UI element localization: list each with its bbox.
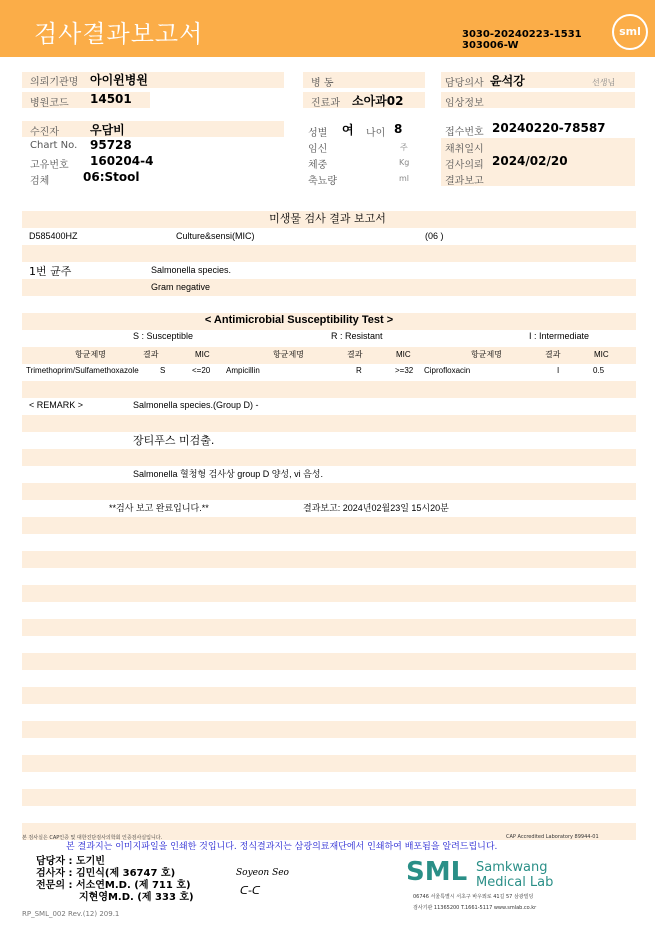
row-stripe bbox=[22, 755, 636, 772]
col-drug: 항균제명 bbox=[471, 350, 502, 359]
remark-label: < REMARK > bbox=[29, 400, 84, 410]
form-number: RP_SML_002 Rev.(12) 209.1 bbox=[22, 910, 120, 918]
col-drug: 항균제명 bbox=[273, 350, 304, 359]
isolate-label: 1번 균주 bbox=[29, 265, 72, 278]
sex-value: 여 bbox=[342, 123, 354, 137]
legend-s: S : Susceptible bbox=[133, 331, 194, 341]
tester: 검사자 : 김민식(제 36747 호) bbox=[36, 868, 176, 879]
code-2: 303006-W bbox=[462, 40, 519, 51]
lab-name-2: Medical Lab bbox=[476, 875, 554, 890]
dept-label: 진료과 bbox=[311, 98, 340, 109]
inst-value: 아이윈병원 bbox=[90, 73, 148, 87]
drug-name: Trimethoprim/Sulfamethoxazole bbox=[26, 366, 139, 375]
staff-block bbox=[36, 856, 194, 904]
chart-value: 95728 bbox=[90, 138, 132, 152]
gram-stain: Gram negative bbox=[151, 282, 211, 292]
doctor-value: 윤석강 bbox=[490, 74, 525, 88]
row-stripe bbox=[22, 721, 636, 738]
specialist-2: 지현영M.D. (제 333 호) bbox=[79, 892, 194, 903]
urine-unit: ml bbox=[399, 174, 410, 183]
ward-label: 병 동 bbox=[311, 78, 334, 89]
report-code bbox=[462, 29, 582, 51]
signature-2: ᑕ-ᑕ bbox=[240, 884, 261, 897]
col-mic: MIC bbox=[594, 350, 609, 359]
col-result: 결과 bbox=[545, 350, 561, 359]
remark-line: 장티푸스 미검출. bbox=[133, 434, 215, 447]
row-stripe bbox=[22, 245, 636, 262]
col-result: 결과 bbox=[347, 350, 363, 359]
report-time: 결과보고: 2024년02월23일 15시20분 bbox=[303, 503, 449, 513]
notice: 본 결과지는 이미지파일을 인쇄한 것입니다. 정식결과지는 삼광의료재단에서 인쇄하여 배포됨을 알려드립니다. bbox=[66, 842, 498, 852]
signature: Soyeon Seo bbox=[236, 868, 289, 878]
patient-label: 수진자 bbox=[30, 127, 59, 138]
drug-result: R bbox=[356, 366, 362, 375]
age-value: 8 bbox=[394, 122, 403, 136]
drug-name: Ampicillin bbox=[226, 366, 260, 375]
specialist-1: 서소연M.D. (제 711 호) bbox=[75, 880, 191, 891]
preg-label: 임신 bbox=[308, 144, 328, 155]
weight-unit: Kg bbox=[399, 158, 410, 167]
receipt-label: 접수번호 bbox=[445, 127, 484, 138]
drug-result: I bbox=[557, 366, 560, 375]
chart-label: Chart No. bbox=[30, 140, 78, 151]
row-stripe bbox=[22, 483, 636, 500]
code-label: 병원코드 bbox=[30, 98, 69, 109]
lab-name bbox=[476, 860, 553, 890]
test-code: D585400HZ bbox=[29, 231, 78, 241]
ast-title: < Antimicrobial Susceptibility Test > bbox=[204, 314, 394, 326]
report-label: 결과보고 bbox=[445, 176, 484, 187]
inst-label: 의뢰기관명 bbox=[30, 77, 79, 88]
complete-message: **검사 보고 완료입니다.** bbox=[109, 503, 209, 513]
remark-line: Salmonella 혈청형 검사상 group D 양성, vi 음성. bbox=[133, 469, 323, 479]
drug-mic: <=20 bbox=[192, 366, 211, 375]
row-stripe bbox=[22, 789, 636, 806]
address: 06746 서울특별시 서초구 바우뫼로 41길 57 삼광빌딩 bbox=[413, 894, 534, 900]
remark-line: Salmonella species.(Group D) - bbox=[133, 400, 259, 410]
weight-label: 체중 bbox=[308, 160, 328, 171]
section-title: 미생물 검사 결과 보고서 bbox=[269, 212, 386, 225]
code-1: 3030-20240223-1531 bbox=[462, 29, 582, 40]
report-header bbox=[0, 0, 655, 57]
report-title: 검사결과보고서 bbox=[34, 20, 204, 48]
doctor-label: 담당의사 bbox=[445, 78, 484, 89]
dept-value: 소아과02 bbox=[352, 94, 404, 108]
row-stripe bbox=[22, 653, 636, 670]
receipt-value: 20240220-78587 bbox=[492, 121, 606, 135]
test-spec: (06 ) bbox=[425, 231, 444, 241]
cap-note: 본 검사실은 CAP인증 및 대한진단검사의학회 인증검사실입니다. bbox=[22, 835, 163, 841]
cap-id: CAP Accredited Laboratory 89944-01 bbox=[506, 834, 599, 840]
row-stripe bbox=[22, 347, 636, 364]
drug-result: S bbox=[160, 366, 166, 375]
urine-label: 축뇨량 bbox=[308, 176, 337, 187]
row-stripe bbox=[22, 279, 636, 296]
preg-unit: 주 bbox=[400, 143, 408, 152]
collect-label: 채취일시 bbox=[445, 144, 484, 155]
age-label: 나이 bbox=[366, 128, 386, 139]
row-stripe bbox=[22, 449, 636, 466]
sex-label: 성별 bbox=[308, 128, 328, 139]
uid-value: 160204-4 bbox=[90, 154, 154, 168]
sml-logo: sml bbox=[612, 14, 648, 50]
lab-name-1: Samkwang bbox=[476, 860, 548, 875]
row-stripe bbox=[22, 381, 636, 398]
specialist-label: 전문의 : bbox=[36, 880, 73, 891]
test-name: Culture&sensi(MIC) bbox=[176, 231, 255, 241]
row-stripe bbox=[22, 517, 636, 534]
row-stripe bbox=[22, 687, 636, 704]
request-label: 검사의뢰 bbox=[445, 160, 484, 171]
legend-r: R : Resistant bbox=[331, 331, 383, 341]
uid-label: 고유번호 bbox=[30, 160, 69, 171]
col-mic: MIC bbox=[396, 350, 411, 359]
organism: Salmonella species. bbox=[151, 265, 232, 275]
clinical-label: 임상정보 bbox=[445, 98, 484, 109]
contact: 검사기관 11365200 T.1661-5117 www.smlab.co.kr bbox=[413, 905, 537, 911]
col-result: 결과 bbox=[143, 350, 159, 359]
drug-name: Ciprofloxacin bbox=[424, 366, 471, 375]
patient-value: 우담비 bbox=[90, 123, 125, 137]
col-mic: MIC bbox=[195, 350, 210, 359]
row-stripe bbox=[22, 551, 636, 568]
drug-mic: >=32 bbox=[395, 366, 414, 375]
specimen-label: 검체 bbox=[30, 176, 50, 187]
code-value: 14501 bbox=[90, 92, 132, 106]
row-stripe bbox=[22, 585, 636, 602]
legend-i: I : Intermediate bbox=[529, 331, 590, 341]
request-value: 2024/02/20 bbox=[492, 154, 568, 168]
row-stripe bbox=[22, 619, 636, 636]
drug-mic: 0.5 bbox=[593, 366, 605, 375]
specimen-value: 06:Stool bbox=[83, 170, 140, 184]
doctor-suffix: 선생님 bbox=[592, 78, 616, 87]
col-drug: 항균제명 bbox=[75, 350, 106, 359]
lab-logo: SML bbox=[406, 857, 468, 887]
manager: 담당자 : 도기빈 bbox=[36, 856, 105, 867]
row-stripe bbox=[22, 415, 636, 432]
